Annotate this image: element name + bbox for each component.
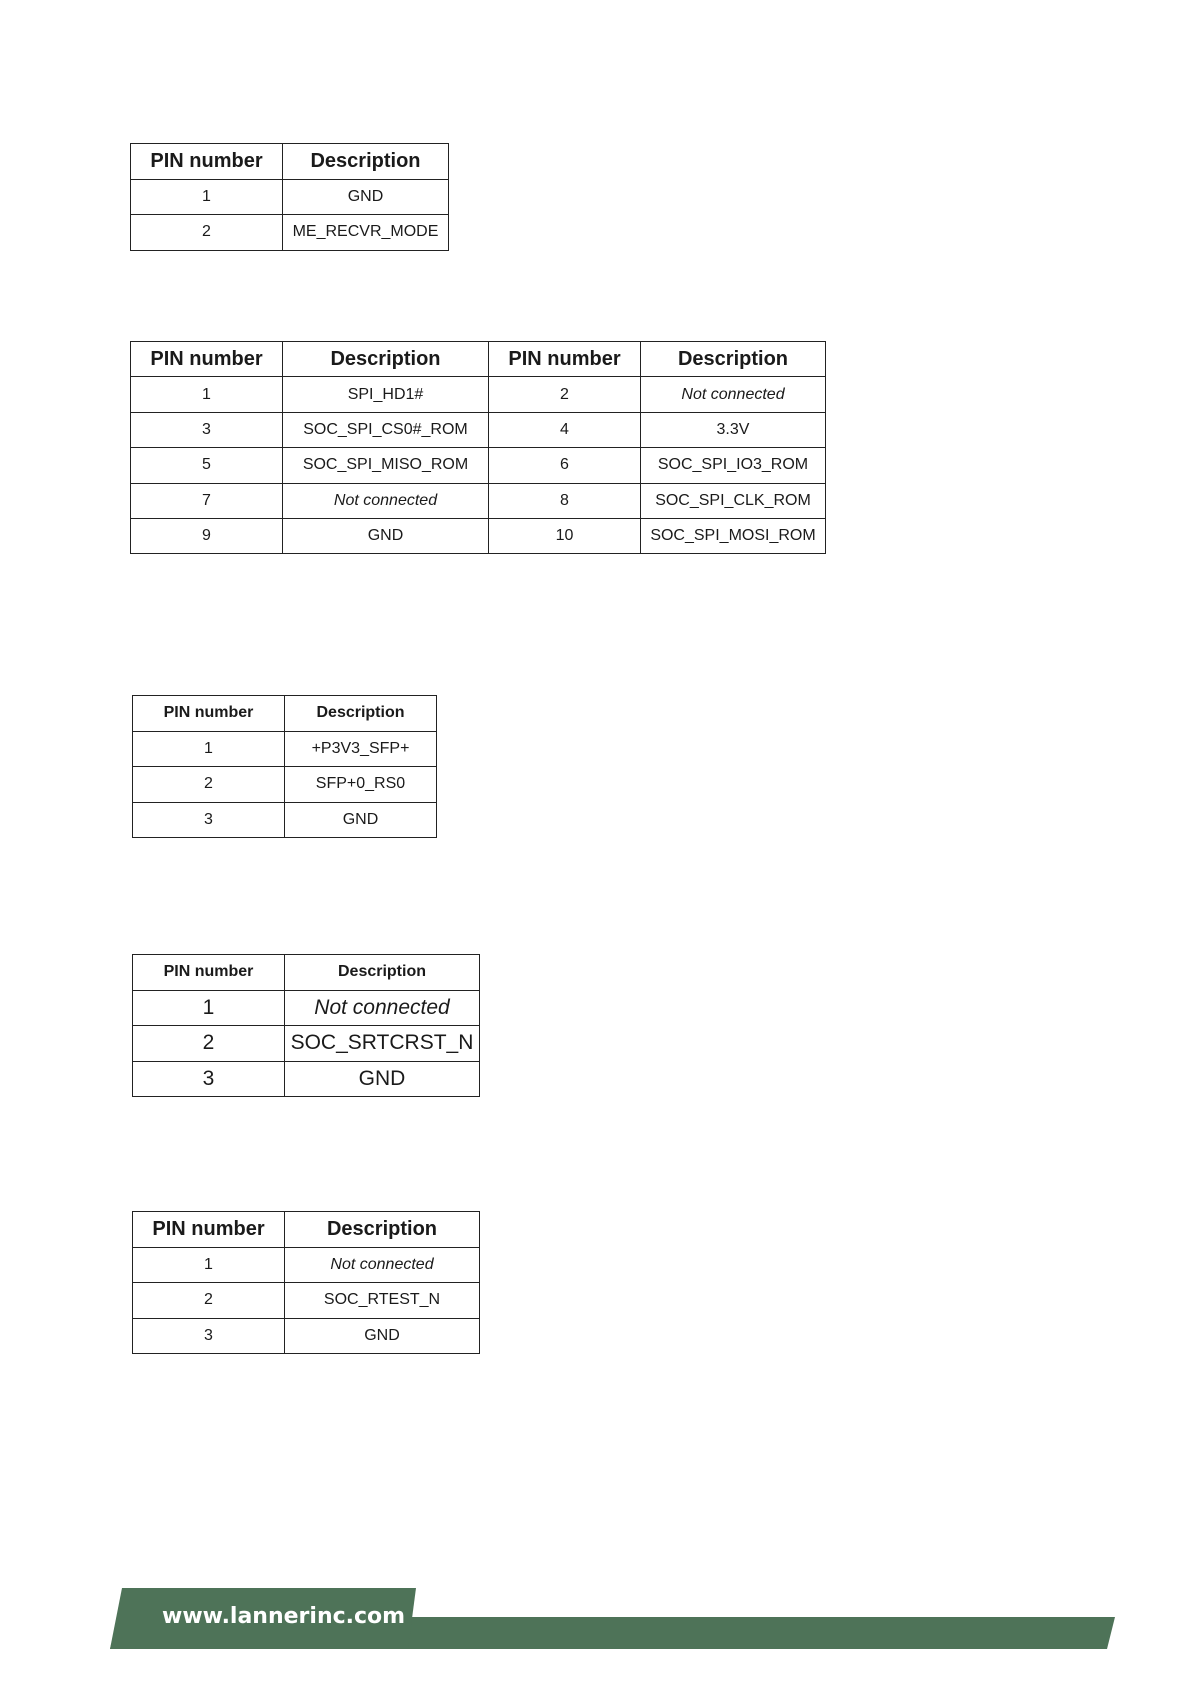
header-pin-number: PIN number — [131, 144, 283, 180]
table-row — [133, 802, 437, 838]
description-cell: GND — [285, 802, 437, 838]
description-cell: SOC_SRTCRST_N — [285, 1026, 480, 1062]
description-cell: SOC_SPI_IO3_ROM — [641, 448, 826, 483]
footer-website-link[interactable]: www.lannerinc.com — [162, 1604, 406, 1629]
description-cell: Not connected — [285, 1247, 480, 1283]
pin-cell: 8 — [489, 483, 641, 518]
table-row — [133, 1283, 480, 1319]
table-row — [131, 377, 826, 412]
header-pin-number: PIN number — [131, 342, 283, 377]
table-header-row — [133, 1212, 480, 1248]
pin-cell: 1 — [133, 990, 285, 1026]
pin-cell: 10 — [489, 518, 641, 553]
header-description: Description — [285, 696, 437, 732]
pin-table-4 — [132, 954, 480, 1097]
header-description: Description — [285, 955, 480, 991]
table-row — [133, 1026, 480, 1062]
table-row — [131, 518, 826, 553]
pin-cell: 2 — [133, 767, 285, 803]
table-header-row — [133, 696, 437, 732]
pin-cell: 5 — [131, 448, 283, 483]
pin-cell: 9 — [131, 518, 283, 553]
table-header-row — [131, 144, 449, 180]
pin-cell: 2 — [133, 1026, 285, 1062]
pin-table-5 — [132, 1211, 480, 1354]
description-cell: 3.3V — [641, 412, 826, 447]
description-cell: Not connected — [641, 377, 826, 412]
pin-cell: 2 — [489, 377, 641, 412]
header-pin-number: PIN number — [133, 1212, 285, 1248]
description-cell: GND — [285, 1061, 480, 1097]
description-cell: SOC_SPI_CS0#_ROM — [283, 412, 489, 447]
table-row — [131, 448, 826, 483]
description-cell: SPI_HD1# — [283, 377, 489, 412]
table-row — [131, 215, 449, 251]
table-row — [133, 1061, 480, 1097]
description-cell: Not connected — [285, 990, 480, 1026]
pin-cell: 2 — [133, 1283, 285, 1319]
header-pin-number: PIN number — [133, 955, 285, 991]
table-header-row — [133, 955, 480, 991]
table-row — [131, 412, 826, 447]
header-pin-number: PIN number — [489, 342, 641, 377]
header-description: Description — [641, 342, 826, 377]
description-cell: GND — [285, 1318, 480, 1354]
header-description: Description — [285, 1212, 480, 1248]
description-cell: +P3V3_SFP+ — [285, 731, 437, 767]
description-cell: Not connected — [283, 483, 489, 518]
pin-cell: 4 — [489, 412, 641, 447]
header-description: Description — [283, 144, 449, 180]
pin-cell: 3 — [133, 802, 285, 838]
pin-cell: 1 — [131, 377, 283, 412]
description-cell: SOC_SPI_MISO_ROM — [283, 448, 489, 483]
table-row — [131, 179, 449, 215]
description-cell: SOC_SPI_CLK_ROM — [641, 483, 826, 518]
pin-cell: 1 — [133, 1247, 285, 1283]
description-cell: GND — [283, 179, 449, 215]
description-cell: SOC_RTEST_N — [285, 1283, 480, 1319]
pin-table-2 — [130, 341, 826, 554]
description-cell: ME_RECVR_MODE — [283, 215, 449, 251]
pin-cell: 6 — [489, 448, 641, 483]
header-pin-number: PIN number — [133, 696, 285, 732]
pin-cell: 7 — [131, 483, 283, 518]
pin-cell: 3 — [131, 412, 283, 447]
description-cell: SFP+0_RS0 — [285, 767, 437, 803]
pin-cell: 1 — [131, 179, 283, 215]
pin-table-3 — [132, 695, 437, 838]
table-row — [133, 767, 437, 803]
description-cell: SOC_SPI_MOSI_ROM — [641, 518, 826, 553]
description-cell: GND — [283, 518, 489, 553]
pin-table-1 — [130, 143, 449, 251]
pin-cell: 3 — [133, 1318, 285, 1354]
table-row — [133, 1247, 480, 1283]
header-description: Description — [283, 342, 489, 377]
pin-cell: 3 — [133, 1061, 285, 1097]
pin-cell: 2 — [131, 215, 283, 251]
table-header-row — [131, 342, 826, 377]
table-row — [131, 483, 826, 518]
table-row — [133, 731, 437, 767]
pin-cell: 1 — [133, 731, 285, 767]
table-row — [133, 1318, 480, 1354]
table-row — [133, 990, 480, 1026]
